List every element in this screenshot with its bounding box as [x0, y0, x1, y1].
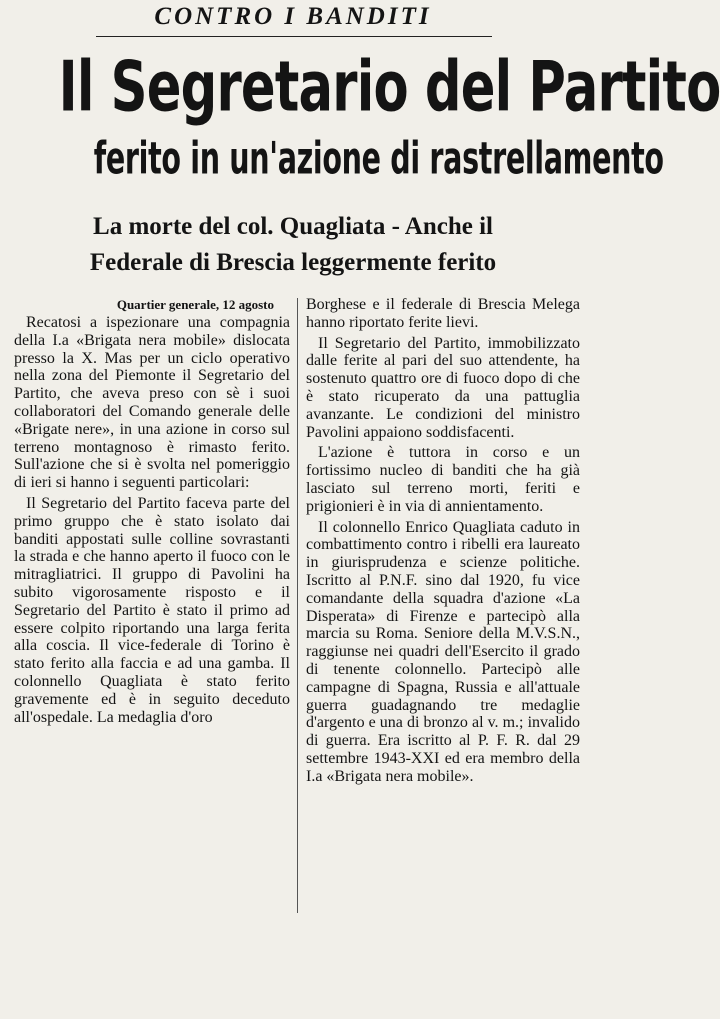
headline-line-1: Il Segretario del Partito — [58, 48, 720, 128]
article-paragraph: Il Segretario del Partito, immobilizzato dalle ferite al pari del suo attendente, ha sostenuto quattro ore di fuoco dopo di che è stato ricuperato da una pattuglia avanzante. Le condizioni del ministro Pavolini appaiono soddisfacenti. — [306, 334, 580, 441]
article-column-right — [306, 296, 580, 1016]
section-kicker: CONTRO I BANDITI — [154, 3, 432, 30]
subheadline-line-2: Federale di Brescia leggermente ferito — [89, 249, 497, 276]
article-paragraph: Il colonnello Enrico Quagliata caduto in combattimento contro i ribelli era laureato in giurisprudenza e scienze politiche. Iscritto al P.N.F. sino dal 1920, fu vice comandante della squadra d'azione «La Disperata» di Firenze e partecipò alla marcia su Roma. Seniore della M.V.S.N., raggiunse nei quadri dell'Esercito il grado di tenente colonnello. Partecipò alle campagne di Spagna, Russia e all'attuale guerra guadagnando tre medaglie d'argento e una di bronzo al v. m.; invalido di guerra. Era iscritto al P. F. R. dal 29 settembre 1943-XXI ed era membro della I.a «Brigata nera mobile». — [306, 518, 580, 785]
article-paragraph: Borghese e il federale di Brescia Melega hanno riportato ferite lievi. — [306, 296, 580, 331]
subheadline-line-1: La morte del col. Quagliata - Anche il — [93, 213, 493, 240]
headline-line-2: ferito in un'azione di rastrellamento — [93, 132, 664, 185]
article-paragraph: Recatosi a ispezionare una compagnia della I.a «Brigata nera mobile» dislocata presso la X. Mas per un ciclo operativo nella zona del Piemonte il Segretario del Partito, che aveva preso con sè i suoi collaboratori del Comando generale delle «Brigate nere», in una azione in corso sul terreno montagnoso è rimasto ferito. Sull'azione che si è svolta nel pomeriggio di ieri si hanno i seguenti particolari: — [14, 314, 290, 492]
dateline: Quartier generale, 12 agosto — [116, 297, 274, 312]
column-divider — [297, 298, 298, 913]
article-paragraph: Il Segretario del Partito faceva parte del primo gruppo che è stato isolato dai banditi appostati sulle colline sovrastanti la strada e che hanno aperto il fuoco con le mitragliatrici. Il gruppo di Pavolini ha subito vigorosamente risposto e il Segretario del Partito è stato il primo ad essere colpito riportando una larga ferita alla coscia. Il vice-federale di Torino è stato ferito alla faccia e ad una gamba. Il colonnello Quagliata è stato ferito gravemente ed è in seguito deceduto all'ospedale. La medaglia d'oro — [14, 494, 290, 726]
article-column-left — [14, 296, 290, 901]
article-paragraph: L'azione è tuttora in corso e un fortissimo nucleo di banditi che ha già lasciato sul terreno morti, feriti e prigionieri è in via di annientamento. — [306, 444, 580, 515]
